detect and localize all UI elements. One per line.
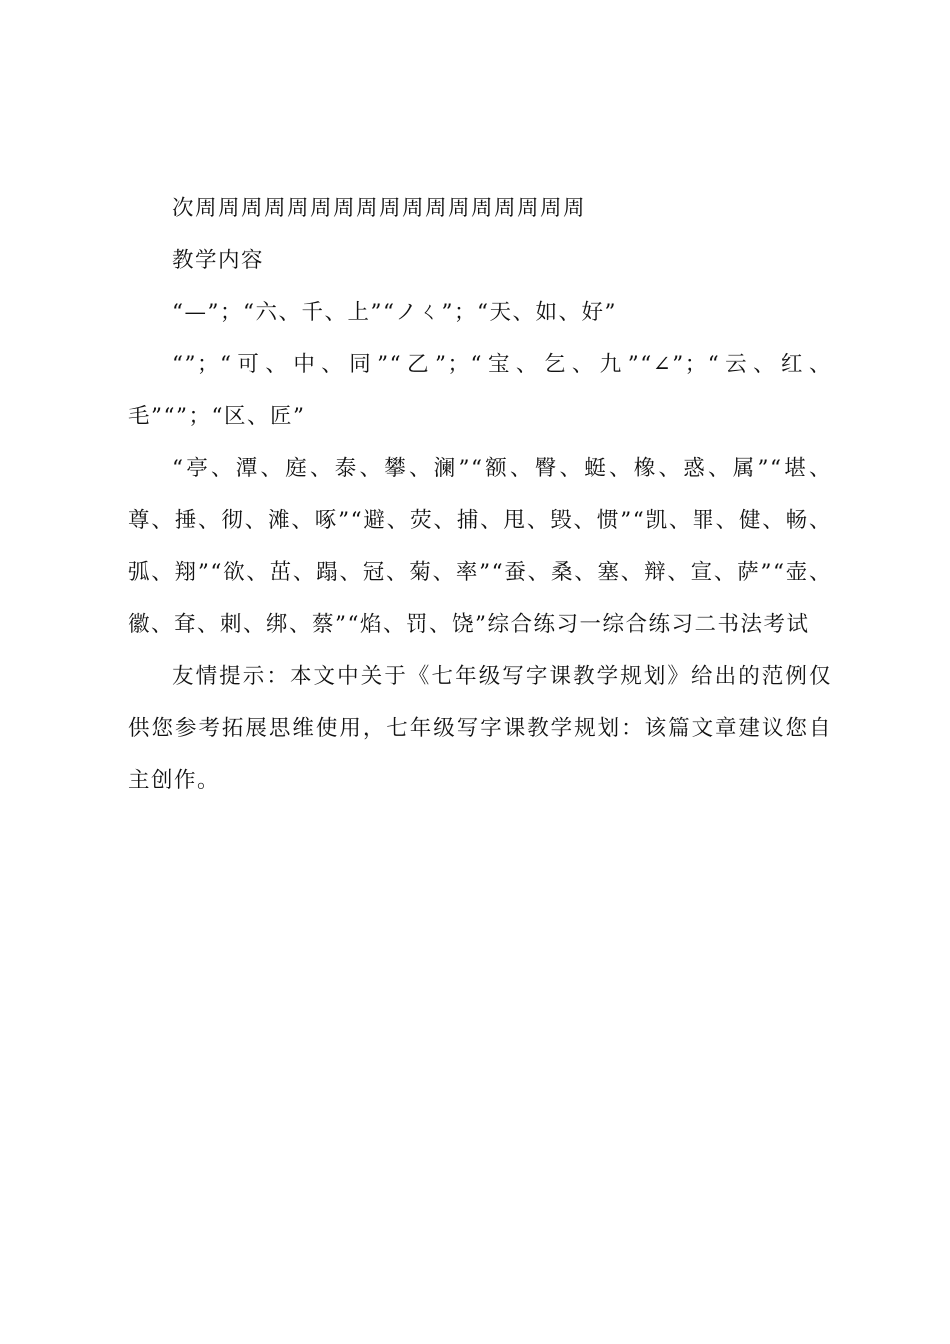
characters-paragraph: “亭、潭、庭、泰、攀、澜”“额、臀、蜓、橡、惑、属”“堪、尊、捶、彻、滩、啄”“避、荧、捕、甩、毁、惯”“凯、罪、健、畅、弧、翔”“欲、茁、蹋、冠、菊、率”“蚕、桑、塞、辩、宣、萨”“壶、徽、耷、刺、绑、蔡”“焰、罚、饶”综合练习一综合练习二书法考试: [128, 456, 832, 637]
strokes-line-1: “—”；“六、千、上”“ノㄑ”；“天、如、好”: [172, 300, 617, 325]
friendly-tip-paragraph: 友情提示：本文中关于《七年级写字课教学规划》给出的范例仅供您参考拓展思维使用，七年级写字课教学规划：该篇文章建议您自主创作。: [128, 664, 832, 793]
document-body: [128, 183, 832, 807]
teaching-content-heading: 教学内容: [172, 248, 265, 273]
strokes-line-2: “”；“可、中、同”“乙”；“宝、乞、九”“∠”；“云、红、毛”“”；“区、匠”: [128, 352, 832, 429]
schedule-weeks-line: 次周周周周周周周周周周周周周周周周周: [172, 196, 587, 221]
